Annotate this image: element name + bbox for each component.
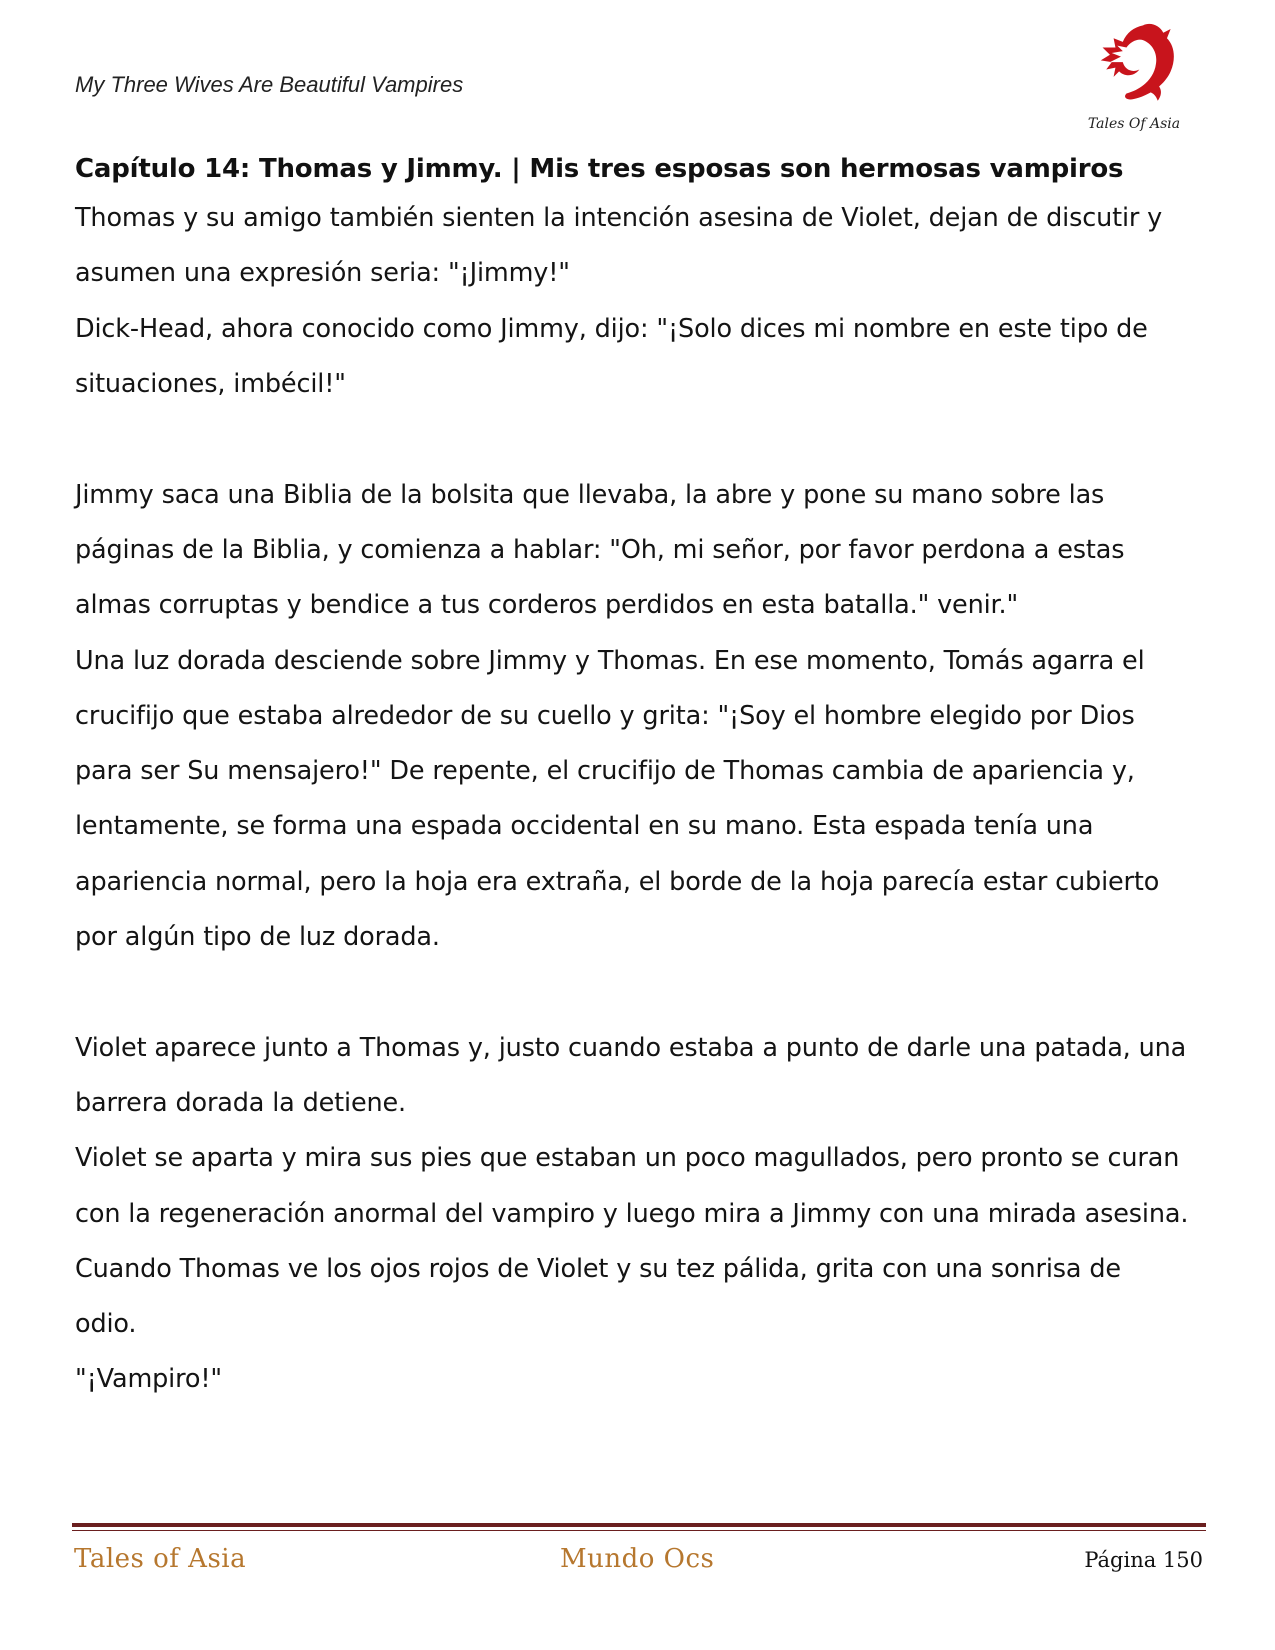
footer-divider-thin [72, 1530, 1206, 1531]
footer-translator: Mundo Ocs [560, 1544, 715, 1574]
body-line: para ser Su mensajero!" De repente, el crucifijo de Thomas cambia de apariencia y, [75, 756, 1135, 786]
body-line: apariencia normal, pero la hoja era extraña, el borde de la hoja parecía estar cubierto [75, 867, 1160, 897]
body-line: Jimmy saca una Biblia de la bolsita que llevaba, la abre y pone su mano sobre las [75, 480, 1105, 510]
body-line: almas corruptas y bendice a tus corderos perdidos en esta batalla." venir." [75, 590, 1019, 620]
body-line: Thomas y su amigo también sienten la intención asesina de Violet, dejan de discutir y [75, 203, 1163, 233]
body-line: odio. [75, 1309, 137, 1339]
body-line: crucifijo que estaba alrededor de su cuello y grita: "¡Soy el hombre elegido por Dios [75, 701, 1135, 731]
body-line: por algún tipo de luz dorada. [75, 922, 440, 952]
body-line: Violet aparece junto a Thomas y, justo cuando estaba a punto de darle una patada, una [75, 1033, 1187, 1063]
body-line: asumen una expresión seria: "¡Jimmy!" [75, 258, 570, 288]
chapter-title: Capítulo 14: Thomas y Jimmy. | Mis tres esposas son hermosas vampiros [75, 154, 1124, 184]
body-line: con la regeneración anormal del vampiro y luego mira a Jimmy con una mirada asesina. [75, 1199, 1189, 1229]
body-line: páginas de la Biblia, y comienza a hablar: "Oh, mi señor, por favor perdona a estas [75, 535, 1125, 565]
body-line: Dick-Head, ahora conocido como Jimmy, dijo: "¡Solo dices mi nombre en este tipo de [75, 314, 1148, 344]
logo-text: Tales Of Asia [1087, 116, 1181, 132]
body-line: Violet se aparta y mira sus pies que estaban un poco magullados, pero pronto se curan [75, 1143, 1180, 1173]
footer-divider [72, 1523, 1206, 1527]
footer-publisher: Tales of Asia [74, 1544, 247, 1574]
publisher-logo [1082, 14, 1186, 138]
body-line: situaciones, imbécil!" [75, 369, 346, 399]
body-line: Una luz dorada desciende sobre Jimmy y Thomas. En ese momento, Tomás agarra el [75, 646, 1145, 676]
dragon-logo-icon [1086, 14, 1178, 114]
body-line: Cuando Thomas ve los ojos rojos de Violet y su tez pálida, grita con una sonrisa de [75, 1254, 1121, 1284]
body-line: barrera dorada la detiene. [75, 1088, 407, 1118]
running-header-title: My Three Wives Are Beautiful Vampires [75, 72, 464, 97]
body-line: lentamente, se forma una espada occidental en su mano. Esta espada tenía una [75, 811, 1094, 841]
body-line: "¡Vampiro!" [75, 1364, 222, 1394]
page-number: Página 150 [1084, 1548, 1203, 1572]
